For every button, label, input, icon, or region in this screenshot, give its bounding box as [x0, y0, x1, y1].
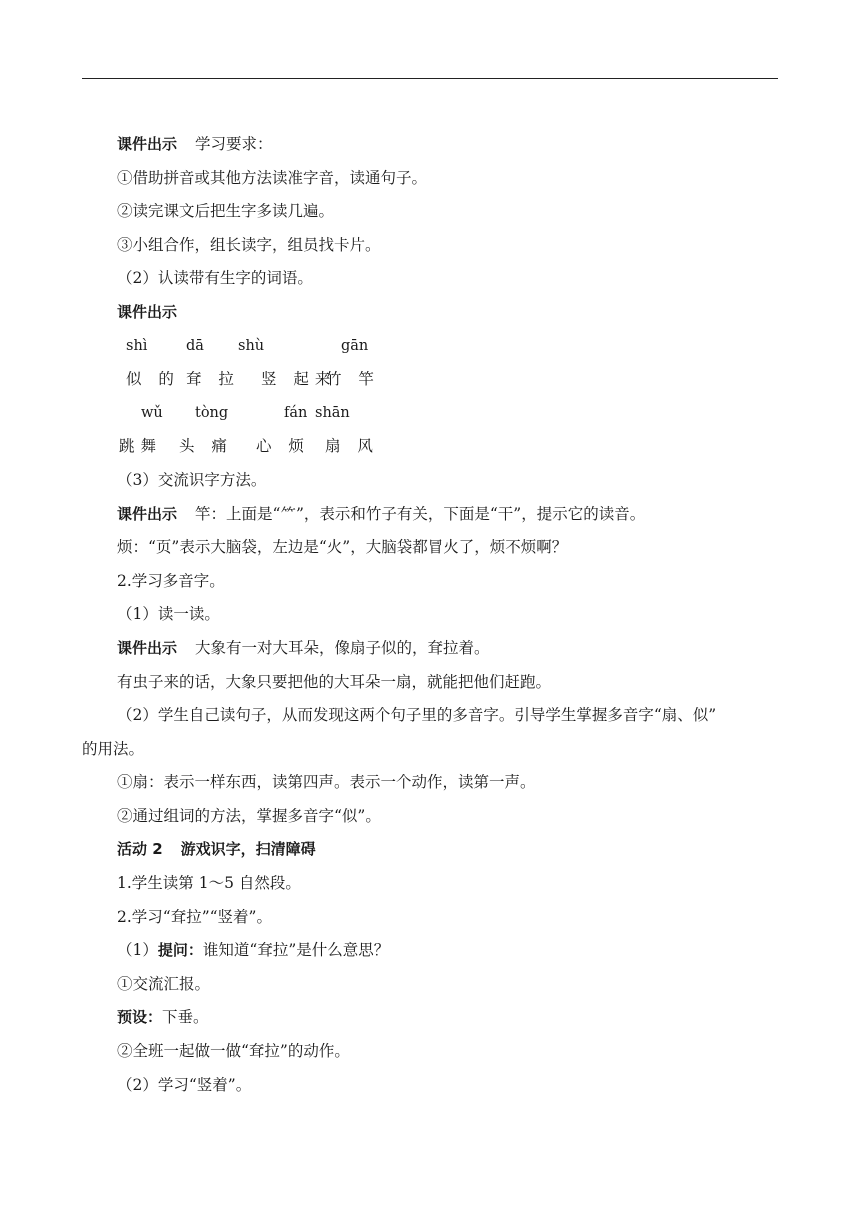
paragraph: ①交流汇报。 — [117, 974, 211, 993]
paragraph: 2.学习多音字。 — [117, 571, 225, 590]
paragraph: ①扇：表示一样东西，读第四声。表示一个动作，读第一声。 — [117, 773, 536, 792]
paragraph: （1）读一读。 — [117, 605, 220, 624]
paragraph: 有虫子来的话，大象只要把他的大耳朵一扇，就能把他们赶跑。 — [117, 672, 552, 691]
paragraph: ②读完课文后把生字多读几遍。 — [117, 202, 335, 221]
paragraph: ②全班一起做一做“耷拉”的动作。 — [117, 1042, 350, 1061]
vocab-row: 似 的 耷 拉 竖 起来 竹 竿 — [126, 370, 380, 389]
paragraph: 的用法。 — [82, 739, 145, 758]
paragraph: 1.学生读第 1～5 自然段。 — [117, 874, 301, 893]
header-rule — [82, 78, 778, 79]
paragraph: （3）交流识字方法。 — [117, 470, 267, 489]
paragraph: 2.学习“耷拉”“竖着”。 — [117, 907, 272, 926]
paragraph: 课件出示 学习要求： — [117, 135, 273, 153]
courseware-label: 课件出示 — [117, 504, 178, 523]
paragraph: （2）认读带有生字的词语。 — [117, 269, 313, 288]
vocab-row: 跳舞 头 痛 心 烦 扇 风 — [119, 437, 379, 456]
paragraph: 课件出示 大象有一对大耳朵，像扇子似的，耷拉着。 — [117, 638, 490, 657]
activity-heading: 活动 2 游戏识字，扫清障碍 — [117, 840, 316, 859]
paragraph: ③小组合作，组长读字，组员找卡片。 — [117, 235, 381, 254]
paragraph: ②通过组词的方法，掌握多音字“似”。 — [117, 806, 381, 825]
courseware-label: 课件出示 — [117, 302, 178, 321]
document-body — [82, 128, 782, 1102]
paragraph: （2）学习“竖着”。 — [117, 1075, 252, 1094]
paragraph: ①借助拼音或其他方法读准字音，读通句子。 — [117, 168, 428, 187]
paragraph — [117, 296, 782, 330]
paragraph: （2）学生自己读句子，从而发现这两个句子里的多音字。引导学生掌握多音字“扇、似” — [117, 706, 717, 725]
paragraph: （1）提问：谁知道“耷拉”是什么意思？ — [117, 941, 390, 960]
courseware-label: 课件出示 — [117, 135, 178, 153]
paragraph: 烦：“页”表示大脑袋，左边是“火”，大脑袋都冒火了，烦不烦啊？ — [117, 538, 568, 557]
courseware-label: 课件出示 — [117, 638, 178, 657]
pinyin-row: shì dā shù gān — [126, 337, 369, 354]
paragraph: 课件出示 竿：上面是“⺮”，表示和竹子有关，下面是“干”，提示它的读音。 — [117, 504, 646, 523]
paragraph: 预设：下垂。 — [117, 1008, 209, 1027]
pinyin-row: wǔ tòng fán shān — [141, 404, 350, 421]
